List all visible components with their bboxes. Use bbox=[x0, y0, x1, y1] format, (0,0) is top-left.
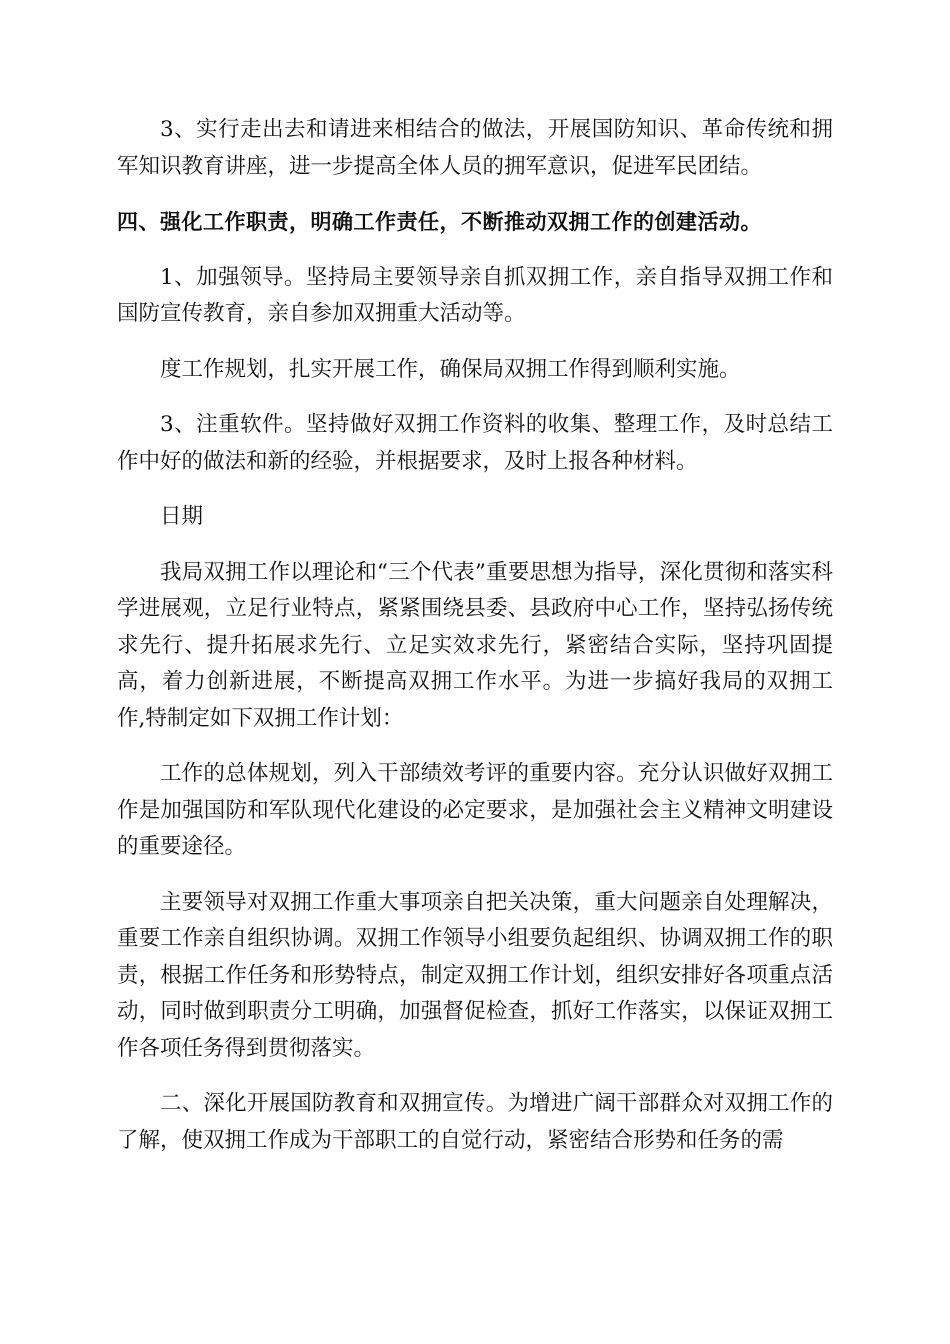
paragraph-point-3-software: 3、注重软件。坚持做好双拥工作资料的收集、整理工作，及时总结工作中好的做法和新的经验，并根据要求，及时上报各种材料。 bbox=[117, 412, 833, 474]
paragraph-work-planning: 度工作规划，扎实开展工作，确保局双拥工作得到顺利实施。 bbox=[160, 356, 741, 382]
paragraph-section-2-education: 二、深化开展国防教育和双拥宣传。为增进广阔干部群众对双拥工作的了解，使双拥工作成为干部职工的自觉行动，紧密结合形势和任务的需 bbox=[117, 1091, 833, 1153]
document-page bbox=[117, 112, 833, 1178]
paragraph-point-3-education: 3、实行走出去和请进来相结合的做法，开展国防知识、革命传统和拥军知识教育讲座，进一步提高全体人员的拥军意识，促进军民团结。 bbox=[117, 117, 833, 179]
section-heading-4: 四、强化工作职责，明确工作责任，不断推动双拥工作的创建活动。 bbox=[117, 210, 762, 234]
paragraph-overall-plan: 工作的总体规划，列入干部绩效考评的重要内容。充分认识做好双拥工作是加强国防和军队现代化建设的必定要求，是加强社会主义精神文明建设的重要途径。 bbox=[117, 761, 833, 859]
paragraph-date: 日期 bbox=[160, 504, 204, 529]
paragraph-guiding-principle: 我局双拥工作以理论和“三个代表”重要思想为指导，深化贯彻和落实科学进展观，立足行业特点，紧紧围绕县委、县政府中心工作，坚持弘扬传统求先行、提升拓展求先行、立足实效求先行，紧密结合实际，坚持巩固提高，着力创新进展，不断提高双拥工作水平。为进一步搞好我局的双拥工作,特制定如下双拥工作计划： bbox=[117, 559, 833, 731]
paragraph-point-1-leadership: 1、加强领导。坚持局主要领导亲自抓双拥工作，亲自指导双拥工作和国防宣传教育，亲自参加双拥重大活动等。 bbox=[117, 264, 833, 326]
paragraph-leadership-duties: 主要领导对双拥工作重大事项亲自把关决策，重大问题亲自处理解决，重要工作亲自组织协调。双拥工作领导小组要负起组织、协调双拥工作的职责，根据工作任务和形势特点，制定双拥工作计划，组织安排好各项重点活动，同时做到职责分工明确，加强督促检查，抓好工作落实，以保证双拥工作各项任务得到贯彻落实。 bbox=[117, 889, 833, 1061]
